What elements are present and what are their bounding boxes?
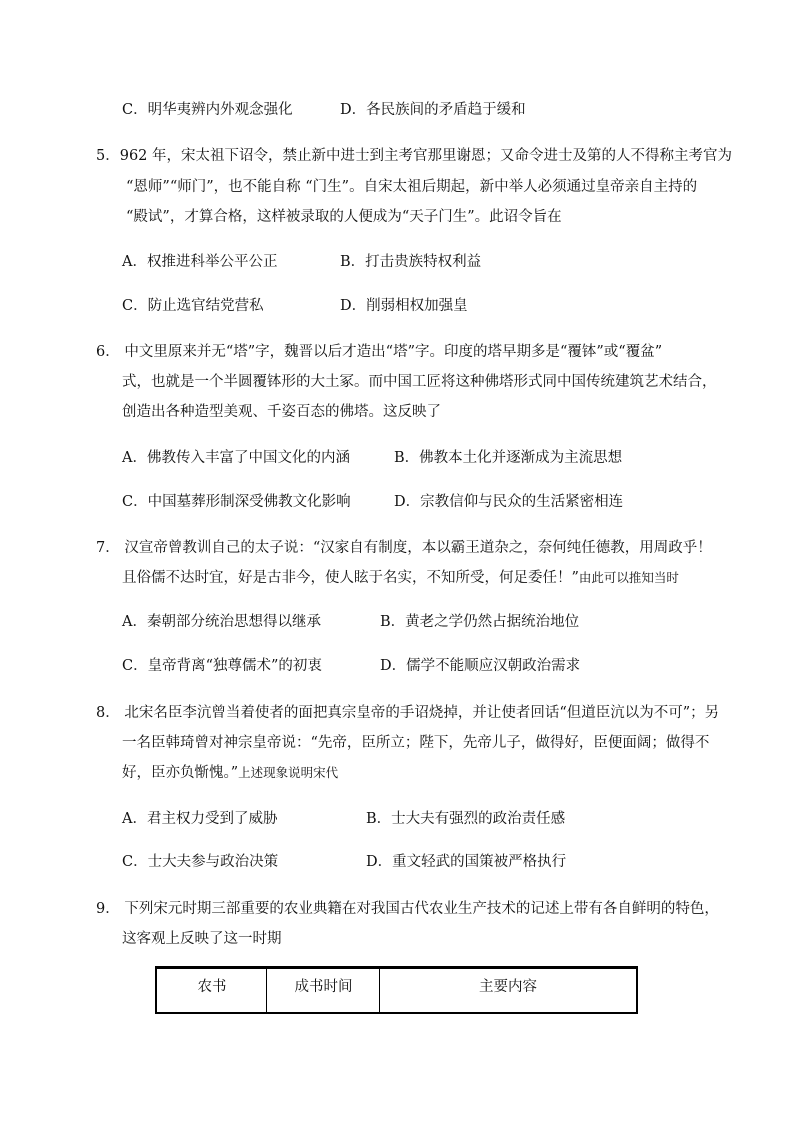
- quote-text: 且俗儒不达时宜，好是古非今，使人眩于名实，不知所受，何足委任！”: [122, 570, 579, 586]
- question-stem: 由此可以推知当时: [578, 570, 679, 585]
- question-text: 8． 北宋名臣李沆曾当着使者的面把真宗皇帝的手诏烧掉，并让使者回话“但道臣沆以为不可”；另: [96, 705, 720, 721]
- option-c: C．中国墓葬形制深受佛教文化影响: [122, 494, 351, 510]
- question-text: 这客观上反映了这一时期: [122, 931, 282, 947]
- question-text: 式，也就是一个半圆覆钵形的大土冢。而中国工匠将这种佛塔形式同中国传统建筑艺术结合，: [122, 374, 717, 390]
- table-header-book: 农书: [197, 979, 227, 995]
- option-c: C．明华夷辨内外观念强化: [122, 102, 293, 118]
- option-b: B．士大夫有强烈的政治责任感: [366, 811, 566, 827]
- question-text: 7． 汉宣帝曾教训自己的太子说：“汉家自有制度，本以霸王道杂之，奈何纯任德教，用周政乎！: [96, 540, 712, 556]
- question-stem: 上述现象说明宋代: [238, 765, 339, 780]
- question-text: [122, 763, 338, 783]
- option-a: A．君主权力受到了威胁: [122, 811, 278, 827]
- option-a: A．秦朝部分统治思想得以继承: [122, 614, 321, 630]
- question-text: 一名臣韩琦曾对神宗皇帝说：“先帝，臣所立；陛下，先帝儿子，做得好，臣便面阔；做得不: [122, 735, 710, 751]
- option-c: C．士大夫参与政治决策: [122, 854, 279, 870]
- option-a: A．佛教传入丰富了中国文化的内涵: [122, 450, 350, 466]
- option-d: D．儒学不能顺应汉朝政治需求: [380, 658, 581, 674]
- question-text: [122, 568, 679, 588]
- option-c: C．防止选官结党营私: [122, 298, 264, 314]
- question-text: 创造出各种造型美观、千姿百态的佛塔。这反映了: [122, 404, 441, 420]
- option-d: D．削弱相权加强皇: [340, 298, 468, 314]
- question-text: “恩师”“师门”，也不能自称 “门生”。自宋太祖后期起，新中举人必须通过皇帝亲自主持的: [126, 179, 698, 195]
- table-header-date: 成书时间: [294, 979, 353, 995]
- agriculture-books-table: [155, 966, 638, 1014]
- option-b: B．打击贵族特权利益: [340, 254, 482, 270]
- option-a: A．权推进科举公平公正: [122, 254, 278, 270]
- question-text: “殿试”，才算合格，这样被录取的人便成为“天子门生”。此诏令旨在: [126, 209, 562, 225]
- question-text: 6． 中文里原来并无“塔”字，魏晋以后才造出“塔”字。印度的塔早期多是“覆钵”或“覆盆”: [96, 344, 663, 360]
- table-header-content: 主要内容: [479, 979, 537, 995]
- option-d: D．重文轻武的国策被严格执行: [366, 854, 567, 870]
- option-c: C．皇帝背离“独尊儒术”的初衷: [122, 658, 322, 674]
- question-text: 9． 下列宋元时期三部重要的农业典籍在对我国古代农业生产技术的记述上带有各自鲜明的特色，: [96, 901, 719, 917]
- quote-text: 好，臣亦负惭愧。”: [122, 765, 239, 781]
- option-b: B．佛教本土化并逐渐成为主流思想: [394, 450, 623, 466]
- option-d: D．各民族间的矛盾趋于缓和: [340, 102, 526, 118]
- question-text: 5．962 年，宋太祖下诏令，禁止新中进士到主考官那里谢恩；又命令进士及第的人不得称主考官为: [96, 148, 733, 164]
- option-d: D．宗教信仰与民众的生活紧密相连: [394, 494, 624, 510]
- option-b: B．黄老之学仍然占据统治地位: [380, 614, 580, 630]
